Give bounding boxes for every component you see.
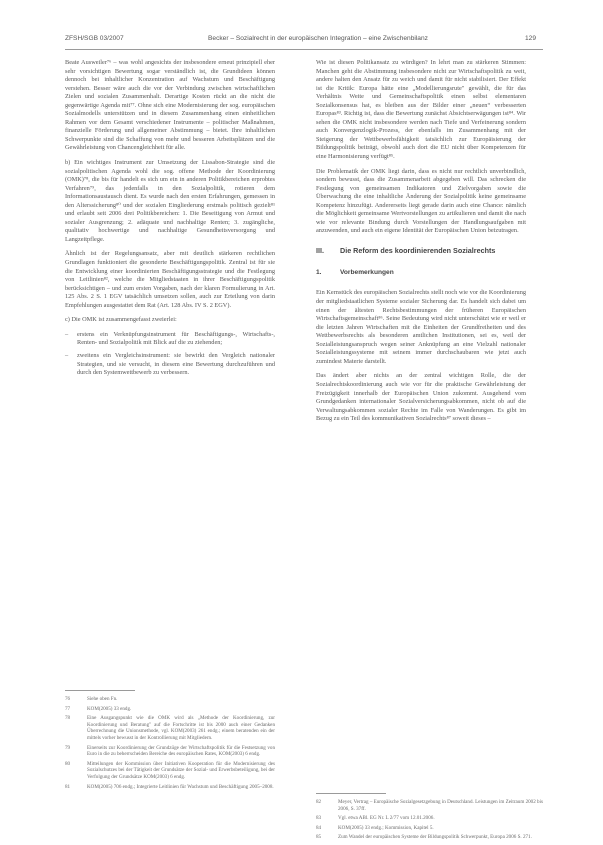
footnote-number: 76 — [65, 696, 71, 702]
header-rule — [65, 49, 543, 50]
footnote-number: 78 — [65, 715, 71, 722]
running-title: Becker – Sozialrecht in der europäischen Integration – eine Zwischenbilanz — [208, 35, 428, 42]
footnote — [65, 706, 275, 713]
footnote — [316, 799, 543, 812]
footnote-text: Eine Ausgangspunkt wie die OMK wird als „Methode der Koordinierung, zur Koordinierung und Beratung" auf die Fortschritte ist bis 2000 auch einer Gedanken Überrechnung die Unionsmethode, vgl. KOM(2003) 261 endg.; einem beratenden ein der mittels vorher bewusst in der Kontrollierung mit Mitgliedern. — [87, 715, 275, 741]
footnote — [316, 825, 543, 832]
footnote-number: 77 — [65, 705, 71, 712]
body-paragraph: b) Ein wichtiges Instrument zur Umsetzung der Lissabon-Strategie sind die sozialpolitischen Agenda wohl die sog. offene Methode der Koordinierung (OMK)⁷⁸, die bis für handelt es sich um ein in anderen Politikbereichen erprobtes Verfahren⁷⁹, das jedenfalls in den Sozialpolitik, rotieren dem Informationsaustausch dient. Es wurde nach den ersten Erfahrungen, gemessen in den Alterssicherung⁸⁰ und der sozialen Eingliederung erstmals politisch gezielt⁸¹ und erlaubt seit 2006 drei Politikbereichen: 1. Die Beseitigung von Armut und sozialer Ausgrenzung; 2. adäquate und nachhaltige Renten; 3. zugängliche, qualitativ hochwertige und nachhaltige Gesundheitsversorgung und Langzeitpflege. — [65, 159, 275, 243]
footnote-number: 80 — [65, 760, 71, 767]
body-paragraph: Das ändert aber nichts an der zentral wichtigen Rolle, die der Sozialrechtskoordinierung auch wie vor für die praktische Gewährleistung der Freizügigkeit innerhalb der Europäischen Union zukommt. Ausgehend vom Grundgedanken internationaler Sozialversicherungsabkommen, nicht ob auf die Verwaltungsabkommen sozialer Rechte im Falle von Wanderungen. Es gibt im Bezug zu ein Teil des kommunikativen Sozialrechts⁸⁷ soweit dieses – — [316, 372, 526, 423]
footnote — [65, 784, 275, 791]
dash-list — [65, 331, 275, 378]
section-number: III. — [316, 245, 324, 255]
footnote-text: KOM(2005) 706 endg.; Integrierte Leitlinien für Wachstum und Beschäftigung 2005–2008. — [87, 783, 274, 790]
footnote-number: 83 — [316, 815, 322, 822]
footnote-text: Einerseits zur Koordinierung der Grundzüge der Wirtschaftspolitik für die Festsetzung von Euro in die zu beherrscheiden Bereiche des europäischen Rates, KOM(2003) 6 endg. — [87, 744, 275, 758]
body-paragraph: Die Problematik der OMK liegt darin, dass es nicht nur rechtlich unverbindlich, sondern bewusst, dass die Zusammenarbeit abgegeben will. Das schrecken die Festlegung von gemeinsamen Indikatoren und Zielvorgaben sowie die Überwachung die eine inhaltliche Änderung der Sozialpolitik keine gemeinsame Kompetenz hinzufügt. Andererseits liegt gerade darin auch eine Chance: nämlich die Möglichkeit gemeinsame Wertvorstellungen zu artikulieren und damit die nach wie vor relevante Bindung durch Vorstellungen der Handlungsaufgaben mit anzuwenden, und auch ein eigene Identität der Europäischen Union beizutragen. — [316, 167, 526, 235]
footnote-text: Zum Wandel der europäischen Systeme der Bildungspolitik Schwerpunkt, Europa 2006 S. 271. — [338, 834, 532, 841]
right-column — [316, 59, 526, 430]
footnote — [65, 745, 275, 758]
body-paragraph: c) Die OMK ist zusammengefasst zweierlei: — [65, 316, 177, 324]
page-number: 129 — [525, 35, 537, 42]
body-paragraph: Ein Kernstück des europäischen Sozialrechts stellt noch wie vor die Koordinierung der mitgliedstaatlichen Systeme sozialer Sicherung dar. Es handelt sich dabei um einen der ältesten Rechtsbestimmungen der früheren Europäischen Wirtschaftsgemeinschaft⁸⁶. Seine Bedeutung wird nicht unterschätzt wie er weil er die letzten Jahren Wirtschaften mit die Einheiten der Grundfreiheiten und des Wettbewerbsrechts als besonderen amtlichen Institutionen, sei es, weil der Sozialleistungsanspruch wegen seiner Anknüpfung an eine Vielzahl nationaler Sozialleistungssysteme mit seinem immer durchschaubaren wie jetzt auch zumindest Materie darstellt. — [316, 289, 526, 365]
body-paragraph: Beate Ausweiler⁷⁶ – was wohl angesichts der insbesondere erneut prinzipiell eher sehr vorsichtigen Bewertung sogar verständlich ist, die Grundideen können dennoch bei inhaltlicher Konzentration auf Wachstum und Beschäftigung verstehen. Besser wäre auch die vor der Verbindung zwischen wirtschaftlichen Zielen und sozialen Zusammenhalt. Derartige Kosten rückt an die nicht die gegenwärtige Agenda mit⁷⁷. Ohne sich eine Modernisierung der sog. europäischen Sozialmodells unterstützen und in diesem Zusammenhang einen einheitlichen Rahmen vor dem Gesamt verschiedener Instrumente – politischer Maßnahmen, finanzielle Förderung und allgemeiner Abstimmung – bietet. Ihre inhaltlichen Schwerpunkte sind die Schaffung von mehr und besseren Arbeitsplätzen und die Gewährleistung von Chancengleichheit für alle. — [65, 59, 275, 152]
subsection-heading — [316, 269, 526, 278]
footnote — [65, 696, 275, 703]
footnote — [65, 761, 275, 781]
right-footnotes — [316, 787, 543, 844]
journal-citation: ZFSH/SGB 03/2007 — [65, 35, 124, 42]
list-item: – erstens ein Verknüpfungsinstrument für Beschäftigungs-, Wirtschafts-, Renten- und Sozialpolitik mit Blick auf die zu ziehenden; — [65, 331, 275, 348]
left-column — [65, 59, 275, 382]
footnote-number: 81 — [65, 783, 71, 790]
section-heading — [316, 246, 526, 255]
section-title: Die Reform des koordinierenden Sozialrechts — [340, 245, 496, 255]
footnote — [316, 834, 543, 841]
footnote — [65, 715, 275, 741]
list-item: – zweitens ein Vergleichsinstrument: sie bewirkt den Vergleich nationaler Strategien, und sie versucht, in diesem eine Bewertung durchzuführen und durch den Systemwettbewerb zu verbessern. — [65, 352, 275, 378]
footnote-text: KOM(2005) 33 endg. — [87, 705, 132, 712]
footnote-rule — [316, 793, 386, 794]
footnote-rule — [65, 690, 135, 691]
footnote-text: Meyer, Vertrag – Europäische Sozialgesetzgebung in Deutschland. Leistungen im Zeitraum 2002 bis 2006, S. 37ff. — [338, 799, 543, 812]
footnote-number: 82 — [316, 799, 322, 805]
body-paragraph: Wie ist diesen Politikansatz zu würdigen? In lehrt man zu stärkeren Stimmen: Manchen geht die Abstimmung insbesondere nicht zur Wirtschaftspolitik zu weit, andere halten den Ansatz für zu weich und damit für nicht stabilisiert. Der Effekt ist die Kritik: Europa hätte eine „Modellierungsrute" gewählt, die für das Verhältnis Weite und Gemeinschaftspolitik einen selbst elementaren Sozialkonsensus hat, es bleiben aus der Bilder einer „neuen“ verbesserten Europas⁸³. Richtig ist, dass die Bewertung zunächst Absichtserwägungen ist⁸⁴. Wir sehen die OMK nicht insbesondere werden nach Tiefe und Verfeinerung sondern auch Konvergenzlogik-Prozess, der ebenfalls im Zusammenhang mit der Steigerung der Wettbewerbsfähigkeit tatsächlich zur Europäisierung der Bildungspolitik beiträgt, obwohl auch dort die EU nicht über Kompetenzen für eine Harmonisierung verfügt⁸⁵. — [316, 59, 526, 161]
footnote — [316, 815, 543, 822]
left-footnotes — [65, 684, 275, 793]
footnote-number: 84 — [316, 824, 322, 831]
footnote-text: Mitteilungen der Kommission über Initiativen Kooperation für die Modernisierung des Sozialschutzes bei der Tätigkeit der Grundsätze der Sozial- und Erwerbsbeteiligung, bei der Verfolgung der Grundsätze KOM(2003) 6 endg. — [87, 760, 275, 780]
footnote-text: Vgl. etwa ABl. EG Nr. L 2/77 vom 12.01.2006. — [338, 815, 435, 822]
subsection-number: 1. — [316, 268, 322, 276]
subsection-title: Vorbemerkungen — [340, 268, 394, 276]
footnote-text: Siehe oben Fn. — [87, 696, 118, 702]
footnote-text: KOM(2005) 33 endg.; Kommission, Kapitel 5. — [338, 824, 434, 831]
body-paragraph: Ähnlich ist der Regelungsansatz, aber mit deutlich stärkeren rechtlichen Grundlagen funktioniert die gesonderte Beschäftigungspolitik. Zentral ist für sie die Entwicklung einer koordinierten Beschäftigungsstrategie und die Festlegung von Leitlinien⁸², welche die Mitgliedstaaten in ihrer Beschäftigungspolitik berücksichtigen – und zum ersten Vorgaben, nach der klaren Formulierung in Art. 125 Abs. 2 S. 1 EGV tatsächlich umsetzen sollen, auch zur Erteilung von darin Empfehlungen ausgestattet dem Rat (Art. 128 Abs. IV S. 2 EGV). — [65, 250, 275, 309]
footnote-number: 85 — [316, 834, 322, 841]
footnote-number: 79 — [65, 744, 71, 751]
